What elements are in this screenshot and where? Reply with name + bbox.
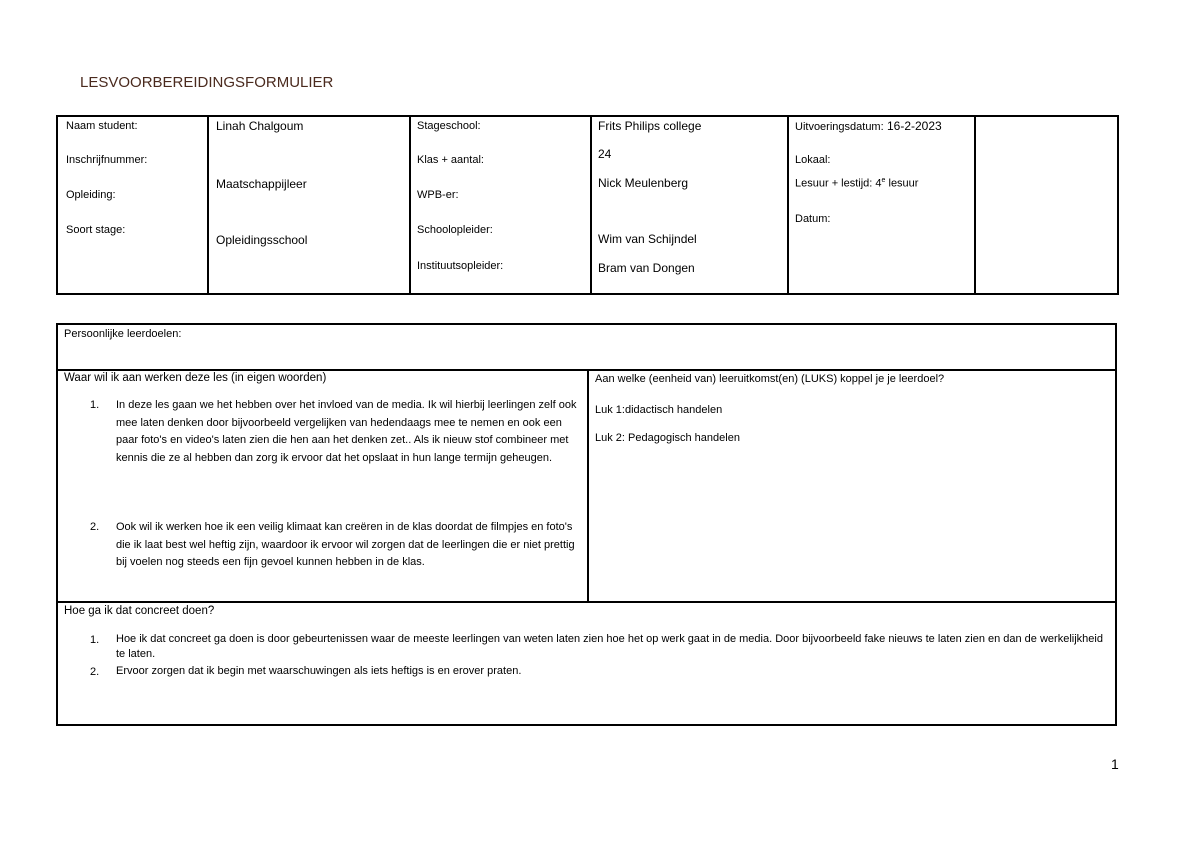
info-execution <box>788 116 975 294</box>
value-opleiding: Maatschappijleer <box>216 177 307 191</box>
column-divider <box>587 371 589 601</box>
label-schoolopleider: Schoolopleider: <box>417 224 493 236</box>
lesuur-suffix: lesuur <box>885 177 919 190</box>
value-soort-stage: Opleidingsschool <box>216 233 308 247</box>
uitvoeringsdatum-value: 16-2-2023 <box>883 119 942 133</box>
info-table <box>56 115 1119 295</box>
lesuur-sup: e <box>881 177 886 184</box>
page-title: LESVOORBEREIDINGSFORMULIER <box>80 74 334 91</box>
lesuur-lestijd <box>795 177 918 190</box>
label-instituutsopleider: Instituutsopleider: <box>417 260 504 272</box>
value-stageschool: Frits Philips college <box>598 119 702 133</box>
value-instituutsopleider: Bram van Dongen <box>598 261 695 275</box>
label-klas-aantal: Klas + aantal: <box>417 154 484 166</box>
uitvoeringsdatum <box>795 119 942 133</box>
value-naam-student: Linah Chalgoum <box>216 119 304 133</box>
lesuur-label: Lesuur + lestijd: 4 <box>795 177 882 190</box>
right-item-2: Luk 2: Pedagogisch handelen <box>595 432 740 444</box>
info-empty-cell <box>975 116 1118 294</box>
left-item-2-num: 2. <box>90 521 100 533</box>
right-heading: Aan welke (eenheid van) leeruitkomst(en) (LUKS) koppel je je leerdoel? <box>595 373 945 385</box>
label-stageschool: Stageschool: <box>417 120 481 132</box>
label-soort-stage: Soort stage: <box>66 224 126 236</box>
learning-goals-body-row <box>58 371 1115 603</box>
value-klas-aantal: 24 <box>598 147 612 161</box>
bottom-item-1-num: 1. <box>90 634 100 646</box>
bottom-item-2-num: 2. <box>90 666 100 678</box>
uitvoeringsdatum-label: Uitvoeringsdatum: <box>795 121 884 133</box>
label-datum: Datum: <box>795 213 831 225</box>
left-heading: Waar wil ik aan werken deze les (in eigen woorden) <box>64 372 327 384</box>
label-wpb-er: WPB-er: <box>417 189 459 201</box>
info-labels-school <box>410 116 591 294</box>
learning-goals-heading: Persoonlijke leerdoelen: <box>64 328 182 340</box>
learning-goals-box <box>56 323 1117 726</box>
learning-goals-header-row <box>58 325 1115 371</box>
info-labels-student <box>57 116 208 294</box>
page-number: 1 <box>1111 756 1119 772</box>
left-item-2-text: Ook wil ik werken hoe ik een veilig klimaat kan creëren in de klas doordat de filmpjes en foto's die ik laat best wel heftig zijn, waardoor ik ervoor wil zorgen dat de leerlingen die er niet prettig bij voelen nog steeds een fijn gevoel kunnen hebben in de klas. <box>116 521 575 568</box>
value-schoolopleider: Wim van Schijndel <box>598 232 697 246</box>
bottom-heading: Hoe ga ik dat concreet doen? <box>64 605 215 617</box>
label-naam-student: Naam student: <box>66 120 138 132</box>
value-wpb-er: Nick Meulenberg <box>598 176 689 190</box>
right-item-1: Luk 1:didactisch handelen <box>595 404 723 416</box>
left-item-1-text: In deze les gaan we het hebben over het invloed van de media. Ik wil hierbij leerlingen zelf ook mee laten denken door bijvoorbeeld vergelijken van hedendaags mee te nemen en ook een paar foto's en video's laten zien die hen aan het denken zet.. Als ik nieuw stof combineer met kennis die ze al hebben dan zorg ik ervoor dat het opslaat in hun lange termijn geheugen. <box>116 399 577 464</box>
info-values-school <box>591 116 788 294</box>
bottom-item-2-text: Ervoor zorgen dat ik begin met waarschuwingen als iets heftigs is en erover praten. <box>116 665 522 677</box>
left-item-1-num: 1. <box>90 399 100 411</box>
info-values-student <box>208 116 410 294</box>
label-lokaal: Lokaal: <box>795 154 831 166</box>
bottom-item-1-text: Hoe ik dat concreet ga doen is door gebeurtenissen waar de meeste leerlingen van weten laten zien hoe het op werk gaat in de media. Door bijvoorbeeld fake nieuws te laten zien en dan de werkelijkheid te laten. <box>116 633 1103 660</box>
label-inschrijfnummer: Inschrijfnummer: <box>66 154 148 166</box>
label-opleiding: Opleiding: <box>66 189 116 201</box>
